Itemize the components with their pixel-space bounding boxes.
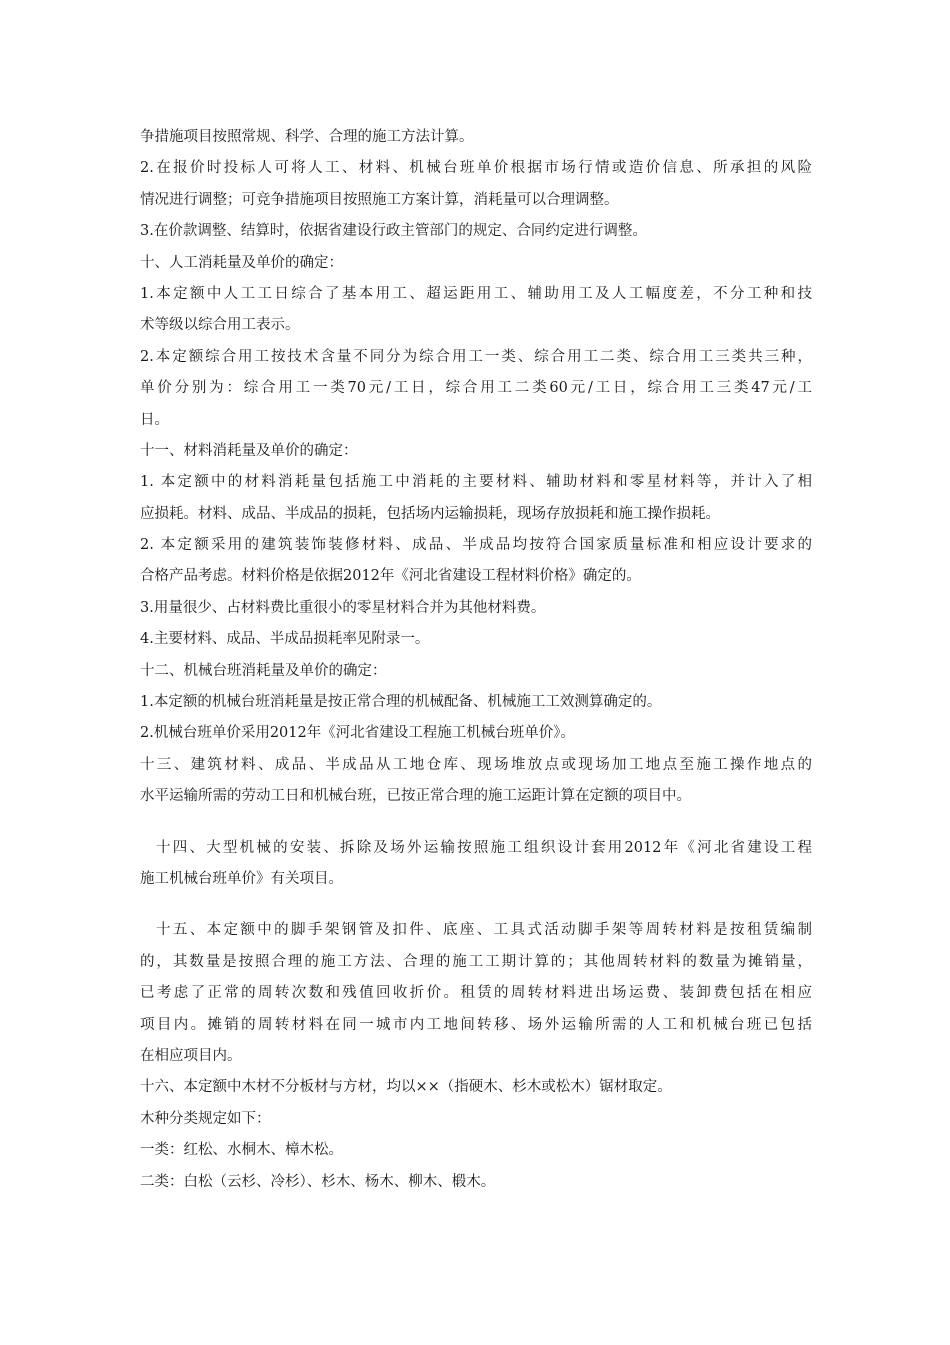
text-line: 二类：白松（云杉、冷杉）、杉木、杨木、柳木、椴木。: [140, 1173, 496, 1190]
text-line: 水平运输所需的劳动工日和机械台班，已按正常合理的施工运距计算在定额的项目中。: [140, 788, 691, 805]
text-line: 2.机械台班单价采用2012年《河北省建设工程施工机械台班单价》。: [140, 725, 575, 742]
text-line: 十、人工消耗量及单价的确定：: [140, 254, 343, 271]
text-line: 1. 本定额中的材料消耗量包括施工中消耗的主要材料、辅助材料和零星材料等，并计入了相: [140, 474, 812, 491]
text-line: 的，其数量是按照合理的施工方法、合理的施工工期计算的；其他周转材料的数量为摊销量，: [140, 953, 812, 970]
paragraph: [140, 833, 812, 896]
paragraph: [140, 718, 812, 749]
text-line: 十六、本定额中木材不分板材与方材，均以××（指硬木、杉木或松木）锯材取定。: [140, 1079, 672, 1096]
paragraph: [140, 216, 812, 247]
text-line: 2.在报价时投标人可将人工、材料、机械台班单价根据市场行情或造价信息、所承担的风险: [140, 160, 812, 177]
paragraph-spacer: [140, 813, 812, 833]
text-line: 十一、材料消耗量及单价的确定：: [140, 442, 358, 459]
paragraph: [140, 687, 812, 718]
text-line: 施工机械台班单价》有关项目。: [140, 870, 343, 887]
text-line: 合格产品考虑。材料价格是依据2012年《河北省建设工程材料价格》确定的。: [140, 568, 641, 585]
section-heading: [140, 656, 812, 687]
paragraph: [140, 624, 812, 655]
text-line: 2.本定额综合用工按技术含量不同分为综合用工一类、综合用工二类、综合用工三类共三种，: [140, 348, 812, 365]
text-line: 木种分类规定如下：: [140, 1110, 271, 1127]
text-line: 十四、大型机械的安装、拆除及场外运输按照施工组织设计套用2012年《河北省建设工程: [156, 839, 812, 856]
text-line: 1.本定额的机械台班消耗量是按正常合理的机械配备、机械施工工效测算确定的。: [140, 694, 662, 711]
section-heading: [140, 436, 812, 467]
text-line: 十三、建筑材料、成品、半成品从工地仓库、现场堆放点或现场加工地点至施工操作地点的: [140, 756, 812, 773]
text-line: 在相应项目内。: [140, 1047, 242, 1064]
paragraph: [140, 915, 812, 1072]
text-line: 术等级以综合用工表示。: [140, 317, 300, 334]
paragraph: [140, 530, 812, 593]
text-line: 3.用量很少、占材料费比重很小的零星材料合并为其他材料费。: [140, 599, 546, 616]
paragraph: [140, 279, 812, 342]
text-line: 应损耗。材料、成品、半成品的损耗，包括场内运输损耗，现场存放损耗和施工操作损耗。: [140, 505, 720, 522]
paragraph: [140, 1135, 812, 1166]
section-heading: [140, 1072, 812, 1103]
paragraph-spacer: [140, 895, 812, 915]
text-line: 十五、本定额中的脚手架钢管及扣件、底座、工具式活动脚手架等周转材料是按租赁编制: [156, 922, 812, 939]
text-line: 争措施项目按照常规、科学、合理的施工方法计算。: [140, 129, 474, 145]
paragraph: [140, 750, 812, 813]
paragraph: [140, 1104, 812, 1135]
text-line: 4.主要材料、成品、半成品损耗率见附录一。: [140, 631, 430, 648]
section-heading: [140, 248, 812, 279]
paragraph: [140, 153, 812, 216]
text-line: 2. 本定额采用的建筑装饰装修材料、成品、半成品均按符合国家质量标准和相应设计要求的: [140, 537, 812, 554]
text-line: 情况进行调整；可竞争措施项目按照施工方案计算，消耗量可以合理调整。: [140, 191, 619, 208]
paragraph: [140, 122, 812, 153]
text-line: 3.在价款调整、结算时，依据省建设行政主管部门的规定、合同约定进行调整。: [140, 223, 647, 240]
text-line: 十二、机械台班消耗量及单价的确定：: [140, 662, 387, 679]
text-line: 已考虑了正常的周转次数和残值回收折价。租赁的周转材料进出场运费、装卸费包括在相应: [140, 985, 812, 1002]
paragraph: [140, 593, 812, 624]
text-line: 日。: [140, 411, 169, 428]
paragraph: [140, 1167, 812, 1198]
text-line: 一类：红松、水桐木、樟木松。: [140, 1142, 343, 1159]
paragraph: [140, 467, 812, 530]
text-line: 1.本定额中人工工日综合了基本用工、超运距用工、辅助用工及人工幅度差，不分工种和技: [140, 285, 812, 302]
text-line: 单价分别为：综合用工一类70元/工日，综合用工二类60元/工日，综合用工三类47元/工: [140, 380, 812, 397]
paragraph: [140, 342, 812, 436]
document-body: [140, 122, 812, 1198]
text-line: 项目内。摊销的周转材料在同一城市内工地间转移、场外运输所需的人工和机械台班已包括: [140, 1016, 812, 1033]
